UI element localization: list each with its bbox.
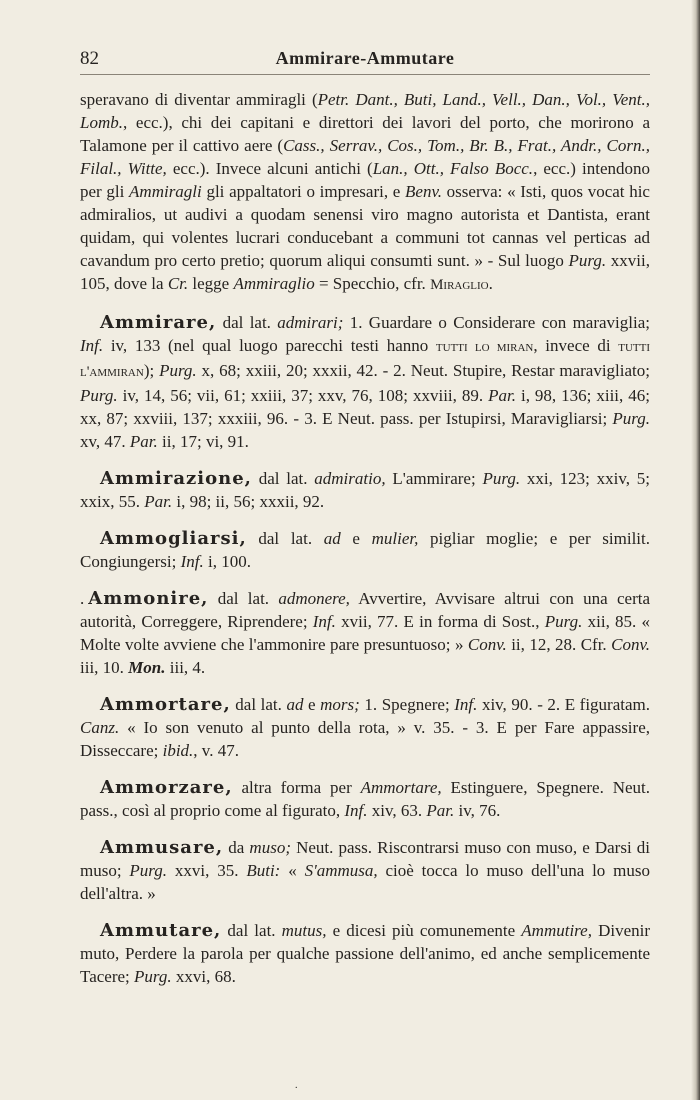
text: pigliar moglie; e per similit. Congiungersi; (80, 529, 651, 571)
header-rule (80, 74, 650, 75)
text: dal lat. (208, 589, 279, 608)
text: « Io son venuto al punto della rota, » v. 35. - 3. E per Fare appassire, Disseccare; (80, 718, 650, 760)
text: da (223, 838, 250, 857)
text: xvii, 77. E in forma di Sost., (335, 612, 545, 631)
entry-lemma: Ammirazione, (100, 468, 252, 489)
etymology: admonere, (278, 589, 350, 608)
text: 1. Spegnere; (359, 695, 455, 714)
etymology: mors; (320, 695, 360, 714)
dictionary-body (80, 88, 650, 1002)
text: speravano di diventar ammiragli ( (80, 90, 318, 109)
text: iv, 14, 56; vii, 61; xxiii, 37; xxv, 76, 108; xxviii, 89. (117, 386, 489, 405)
entry-lemma: Ammogliarsi, (100, 528, 247, 549)
entry-lemma: Ammusare, (100, 837, 224, 858)
text: xv, 47. (80, 432, 130, 451)
entry-lemma: Ammutare, (100, 920, 222, 941)
text: altra forma per (232, 778, 361, 797)
citation: Purg. (568, 251, 607, 270)
citation: Lan., Ott., Falso Bocc. (372, 159, 534, 178)
citation: Purg. (159, 361, 197, 380)
text: dal lat. (251, 469, 315, 488)
running-head: Ammirare-Ammutare (275, 48, 455, 68)
entry-ammorzare (80, 776, 650, 822)
text: iv, 76. (454, 801, 501, 820)
citation: Inf. (80, 336, 104, 355)
citation: Conv. (611, 635, 650, 654)
entry-ammusare (80, 836, 650, 905)
text: , ecc.), chi dei capitani e direttori dei lavori del porto, che morirono a Talamone per il cattivo aere ( (80, 113, 650, 155)
etymology: muso; (249, 838, 291, 857)
text: « (280, 861, 305, 880)
text: xxvi, 35. (167, 861, 247, 880)
citation: Purg. (482, 469, 521, 488)
citation: Par. (144, 492, 173, 511)
citation: Benv. (405, 182, 442, 201)
entry-lemma: Ammonire, (88, 588, 209, 609)
text: ii, 17; vi, 91. (157, 432, 249, 451)
citation: Purg. (80, 386, 118, 405)
continuation-paragraph (80, 88, 650, 297)
citation: Par. (488, 386, 516, 405)
cross-reference: Ammutire, (521, 921, 592, 940)
citation: Conv. (467, 635, 507, 654)
page-spine-shadow (691, 0, 700, 1100)
etymology: mutus, (281, 921, 327, 940)
text: ecc.). Invece alcuni antichi ( (166, 159, 373, 178)
text: dal lat. (216, 313, 278, 332)
page-number: 82 (80, 48, 99, 69)
text: x, 68; xxiii, 20; xxxii, 42. - 2. Neut. Stupire, Restar maravigliato; (196, 361, 650, 380)
entry-ammogliarsi (80, 527, 650, 573)
text: , invece di (533, 336, 619, 355)
citation: Inf. (344, 801, 368, 820)
citation: Purg. (134, 967, 172, 986)
text: , ecc.) intendono per gli (80, 159, 650, 201)
text: xxvii, 105, dove la (80, 251, 651, 293)
citation: Inf. (312, 612, 336, 631)
citation: Inf. (180, 552, 204, 571)
text: dal lat. (221, 921, 282, 940)
text: cioè tocca lo muso dell'una lo muso dell'altra. » (80, 861, 651, 903)
entry-ammirare (80, 311, 650, 453)
citation: Mon. (128, 658, 166, 677)
text: e (303, 695, 321, 714)
footer-mark: . (295, 1080, 298, 1091)
entry-lemma: Ammortare, (100, 694, 231, 715)
entry-ammortare (80, 693, 650, 762)
citation: Par. (426, 801, 455, 820)
text: Neut. pass. Riscontrarsi muso con muso, e Darsi di muso; (80, 838, 650, 880)
text: , v. 47. (193, 741, 239, 760)
citation: Par. (129, 432, 158, 451)
text: e (340, 529, 372, 548)
stray-dot-mark: . (80, 589, 85, 608)
text: 1. Guardare o Considerare con maraviglia; (343, 313, 650, 332)
entry-ammirazione (80, 467, 650, 513)
text: xxi, 123; xxiv, 5; xxix, 55. (80, 469, 650, 511)
citation: Cr. (167, 274, 189, 293)
text: ); (143, 361, 160, 380)
citation: Inf. (454, 695, 478, 714)
text: . (488, 274, 493, 293)
entry-lemma: Ammirare, (100, 312, 217, 333)
text: Divenir muto, Perdere la parola per qualche passione dell'animo, ed anche semplicemente Tacere; (80, 921, 650, 986)
text: L'ammirare; (385, 469, 483, 488)
citation: Canz. (80, 718, 120, 737)
text: ii, 12, 28. Cfr. (506, 635, 612, 654)
text: iv, 133 (nel qual luogo parecchi testi hanno (103, 336, 436, 355)
variant-reading: tutti l'ammiran (80, 339, 650, 380)
text: legge (188, 274, 234, 293)
etymology: admiratio, (314, 469, 386, 488)
citation: ibid. (162, 741, 194, 760)
text: Estinguere, Spegnere. Neut. pass., così al proprio come al figurato, (80, 778, 650, 820)
etymology: ad (286, 695, 304, 714)
text: xiv, 63. (367, 801, 427, 820)
citation: Cass., Serrav., Cos., Tom., Br. B., Frat., Andr., Corn., Filal., Witte, (80, 136, 650, 178)
etymology: ad (323, 529, 341, 548)
text: Avvertire, Avvisare altrui con una certa autorità, Correggere, Riprendere; (80, 589, 650, 631)
quotation: S'ammusa, (304, 861, 378, 880)
text: dal lat. (246, 529, 324, 548)
text: = Specchio, cfr. (314, 274, 431, 293)
citation: Buti: (246, 861, 281, 880)
text: osserva: « Isti, quos vocat hic admiralios, ut audivi a quodam senensi viro magno autorista et Dantista, erant quidam, qui volentes lucrari conducebant a communi tot cannas vel perticas ad cavandum pro certo pretio; quorum aliqui consumti sunt. » - Sul luogo (80, 182, 650, 270)
text: xii, 85. « Molte volte avviene che l'ammonire pare presuntuoso; » (80, 612, 650, 654)
citation: Purg. (129, 861, 168, 880)
text: iii, 4. (165, 658, 206, 677)
citation: Purg. (544, 612, 583, 631)
text: xxvi, 68. (171, 967, 236, 986)
cross-reference: Ammortare, (360, 778, 442, 797)
text: i, 98; ii, 56; xxxii, 92. (172, 492, 325, 511)
text: xiv, 90. - 2. E figuratam. (477, 695, 651, 714)
text: iii, 10. (80, 658, 129, 677)
citation: Ammiragli (129, 182, 202, 201)
text: gli appaltatori o impresari, e (201, 182, 406, 201)
citation: Ammiraglio (233, 274, 315, 293)
entry-ammutare (80, 919, 650, 988)
cross-reference: Miraglio (430, 277, 489, 293)
entry-lemma: Ammorzare, (100, 777, 233, 798)
entry-ammonire (80, 587, 650, 679)
text: i, 100. (203, 552, 251, 571)
etymology: admirari; (277, 313, 344, 332)
etymology: mulier, (371, 529, 419, 548)
variant-reading: tutti lo miran (435, 339, 534, 355)
citation: Petr. Dant., Buti, Land., Vell., Dan., Vol., Vent., Lomb. (80, 90, 650, 132)
text: e dicesi più comunemente (326, 921, 522, 940)
page-header (80, 48, 650, 72)
text: dal lat. (230, 695, 287, 714)
text: i, 98, 136; xiii, 46; xx, 87; xxviii, 137; xxxiii, 96. - 3. E Neut. pass. per Istupirsi, Maravigliarsi; (80, 386, 650, 428)
citation: Purg. (612, 409, 650, 428)
